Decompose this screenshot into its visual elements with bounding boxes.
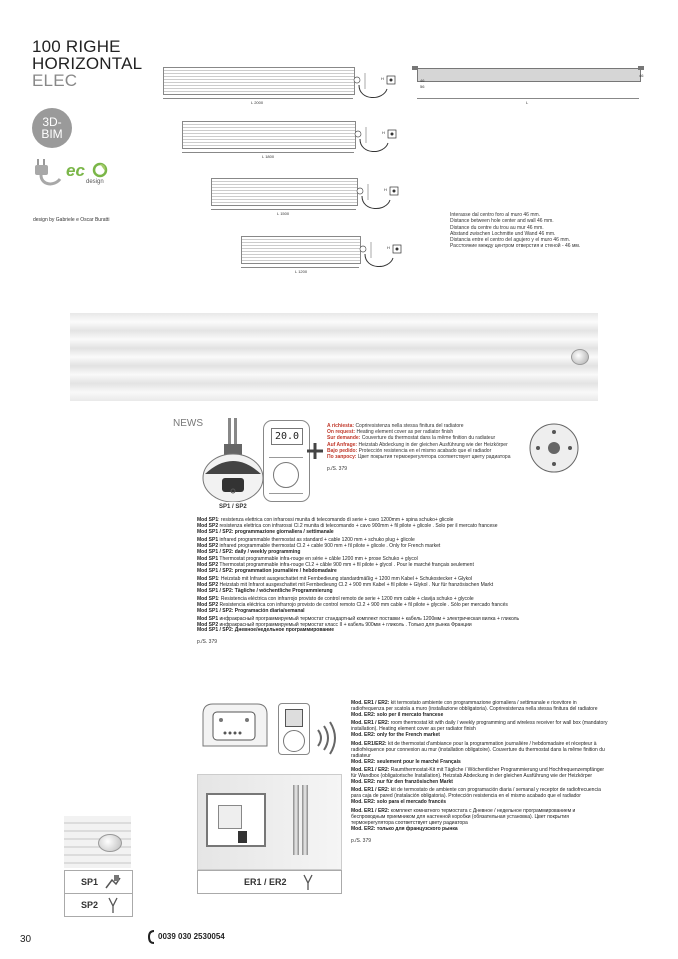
h-label: H xyxy=(384,187,387,192)
radiator-photo xyxy=(70,313,598,401)
designer-credit: design by Gabriele e Oscar Buratti xyxy=(33,217,110,223)
radiator-drawing-1800 xyxy=(182,121,407,171)
h-label: H xyxy=(382,130,385,135)
request-row: По запросу: Цвет покрытия термоерегулятора соответствует цвету радиатора xyxy=(327,454,511,461)
sp-photo-panel xyxy=(64,816,131,868)
cover-plate-icon xyxy=(527,421,581,475)
length-label: L 2000 xyxy=(251,100,264,105)
hand-remote-icon xyxy=(104,874,122,890)
page-number: 30 xyxy=(20,934,32,945)
request-row: Sur demande: Couverture du thermostat dans la même finition du radiateur xyxy=(327,435,496,442)
remote-control xyxy=(263,420,310,502)
wall-box-receiver-illustration xyxy=(199,700,271,750)
title-line-1: 100 RIGHE xyxy=(32,37,121,56)
phone-contact xyxy=(148,930,230,944)
er-group-it: Mod. ER1 / ER2: kit termostato ambiente con programmazione giornaliera / settimanale e ricevitore in radiofrequenza per scatola a muro (installazione obbligatoria). Copriresistenza nella stessa finitura del radiatore Mod. ER2: solo per il mercato francese xyxy=(351,700,598,719)
phone-icon xyxy=(148,930,156,944)
distance-line: Distance between hole center and wall 46 mm. xyxy=(450,218,554,225)
plug-cable-icon xyxy=(106,896,120,914)
distance-line: Distancia entre el centro del agujero y el muro 46 mm. xyxy=(450,237,571,244)
h-label: H xyxy=(387,245,390,250)
sp-caption: SP1 / SP2 xyxy=(219,504,247,510)
radiator-body xyxy=(163,67,355,95)
radiator-body xyxy=(241,236,361,264)
wireless-signal-icon xyxy=(314,720,338,756)
side-length: L xyxy=(526,100,529,105)
leaf-icon xyxy=(92,162,108,178)
sp-group-fr: Mod SP1 Thermostat programmable infra-rouge en série + câble 1200 mm + prose Schuko + glycol Mod SP2 Thermostat programmable infra-rouge Cl.2 + câble 900 mm + fil pilote + glycol . Pour le marché français seulement Mod SP1 / SP2: programmation journalière / hebdomadaire xyxy=(197,556,474,575)
title-line-3: ELEC xyxy=(32,71,78,90)
radiator-body xyxy=(182,121,356,149)
er-label: ER1 / ER2 xyxy=(244,877,287,887)
element-knob xyxy=(571,349,589,365)
er-model-list xyxy=(351,700,611,844)
sp-group-it: Mod SP1: resistenza elettrica con infrarossi munita di telecomando di serie + cavo 1200mm + spina schuko+ glicole Mod SP2 resistenza elettrica con infrarossi Cl.2 munita di telecomando + cavo 900mm + fil pilote + glicole . Solo per il mercato francese Mod SP1 / SP2: programmazione giornaliera / settimanale xyxy=(197,517,498,535)
sp-group-es: Mod SP1: Resistencia eléctrica con infrarrojo provisto de control remoto de serie + 1200 mm cable + clavija schuko + glycole Mod SP2 Resistencia eléctrica con infrarrojo provisto de control remoto Cl.2 + 900 mm cable + fil pilote + glycole . Sólo per mercado francés Mod SP1 / SP2: Programación diaria/semanal xyxy=(197,595,508,614)
3d-bim-badge[interactable] xyxy=(32,108,72,148)
distance-line: Расстояние между центром отверстия и стеной - 46 мм. xyxy=(450,243,581,250)
remote-display xyxy=(271,428,303,445)
er-radiator-photo xyxy=(197,774,342,870)
badge-line-2: BIM xyxy=(41,127,63,141)
request-row: A richiesta: Copriresistenza nella stessa finitura del radiatore xyxy=(327,423,464,429)
page-reference: p./S. 379 xyxy=(197,639,218,646)
radiator-body xyxy=(211,178,358,206)
element-cable-icon xyxy=(353,67,403,107)
sp2-label: SP2 xyxy=(81,900,99,910)
plus-icon xyxy=(307,443,323,459)
er-group-ru: Mod. ER1 / ER2: комплект комнатного термостата с Дневное / недельное программированием и беспроводным приемником для настенной коробки (обязательная установка). Цвет покрытия термоерегулятора соответствует цвету радиатора Mod. ER2: только для французского рынка xyxy=(351,807,576,832)
plug-cable-icon xyxy=(301,873,315,891)
element-cable-icon xyxy=(356,178,406,218)
er-group-es: Mod. ER1 / ER2: kit de termostato de ambiente con programación diaria / semanal y receptor de radiofrecuencia para caja de pared (instalación obligatoria). Protección resistencia en el mismo acabado que el radiador Mod. ER2: solo para el mercado francés xyxy=(351,787,601,806)
sp-group-en: Mod SP1 infrared programmable thermostat as standard + cable 1200 mm + schuko plug + glicole Mod SP2 infrared programmable thermostat Cl.2 + cable 900 mm + fil pilote + glicole . Only for French market Mod SP1 / SP2: daily / weekly programming xyxy=(197,536,441,555)
news-label: NEWS xyxy=(173,418,203,429)
sp-model-list xyxy=(197,518,597,646)
dim-b: 56 xyxy=(420,84,425,89)
eco-sub: design xyxy=(86,179,104,185)
plug-icon xyxy=(34,155,64,191)
eco-text: ec xyxy=(66,161,85,180)
title-line-2: HORIZONTAL xyxy=(32,54,143,73)
er-group-fr: Mod. ER1/ER2: kit de thermostat d'ambiance pour la programmation journalière / hebdomadaire et récepteur à radiofréquence pour connexion au mur (installation obligatoire). Couverture du thermostat dans la même finition du radiateur Mod. ER2: seulement pour le marché Français xyxy=(351,740,605,765)
length-label: L 1800 xyxy=(262,154,275,159)
display-value: 20.0 xyxy=(274,431,300,442)
h-label: H xyxy=(381,76,384,81)
distance-note xyxy=(450,212,580,250)
phone-number[interactable]: 0039 030 2530054 xyxy=(158,932,225,941)
length-label: L 1500 xyxy=(277,211,290,216)
element-cable-icon xyxy=(354,121,404,161)
product-title xyxy=(32,38,142,89)
er-group-de: Mod. ER1 / ER2: Raumthermostat-Kit mit Tägliche / Wöchentlicher Programmierung und Hochfrequenzempfänger für Wandbox (obligatorische Installation). Heizstab Abdeckung in der gleichen Ausführung wie der Heizkörper Mod. ER2: nur für den französischen Markt xyxy=(351,766,605,786)
er-group-en: Mod. ER1 / ER2: room thermostat kit with daily / weekly programming and wireless receiver for wall box (mandatory installation). Heating element cover as per radiator finish Mod. ER2: only for the French market xyxy=(351,720,608,739)
radiator-drawing-2000 xyxy=(163,67,403,117)
sp2-label-box xyxy=(64,893,133,917)
room-thermostat xyxy=(278,703,310,755)
sp1-label-box xyxy=(64,870,133,894)
side-view-drawing xyxy=(412,64,652,114)
request-row: Bajo pedido: Protección resistencia en el mismo acabado que el radiador xyxy=(327,447,492,454)
distance-line: Distance du centre du trou au mur 46 mm. xyxy=(450,224,544,231)
remote-buttons xyxy=(269,451,303,504)
dim-a: 46 xyxy=(420,78,425,83)
radiator-drawing-1200 xyxy=(241,236,416,286)
sp1-label: SP1 xyxy=(81,877,99,887)
badge-line-1: 3D- xyxy=(42,115,62,129)
request-row: Auf Anfrage: Heizstab Abdeckung in der gleichen Ausführung wie der Heizkörper xyxy=(327,441,508,448)
sp-group-de: Mod SP1: Heizstab mit Infrarot ausgeschattet mit Fernbedieung standardmäßig + 1200 mm Kabel + Schukostecker + Glykol Mod SP2 Heizstab mit Infrarot ausgeschattet mit Fernbedieung Cl.2 + 900 mm Kabel + fil pilote + Glykol . Nur für französischen Markt Mod SP1 / SP2: Tägliche / wöchentliche Programmierung xyxy=(197,576,494,594)
dim-c: 46 xyxy=(639,73,644,78)
page-reference: p./S. 379 xyxy=(327,466,348,473)
element-cable-icon xyxy=(359,236,409,276)
sp-group-ru: Mod SP1 инфракрасный программируемый термостат стандартный комплект поставки + кабель 1200мм + электрическая вилка + гликоль Mod SP2 инфракрасный программируемый термостат класс II + кабель 900мм + гликоль . Только для рынка Франции Mod SP1 / SP2: Дневное/недельное программирование xyxy=(197,615,520,634)
er-label-box xyxy=(197,870,342,894)
radiator-drawing-1500 xyxy=(211,178,411,228)
request-row: On request: Heating element cover as per radiator finish xyxy=(327,429,454,436)
eco-design-logo xyxy=(34,155,124,193)
length-label: L 1200 xyxy=(295,269,308,274)
distance-line: Interasse dal centro foro al muro 46 mm. xyxy=(450,212,541,218)
page-reference: p./S. 379 xyxy=(351,837,372,844)
on-request-notes xyxy=(327,423,511,472)
distance-line: Abstand zwischen Lochmitte und Wand 46 mm. xyxy=(450,230,556,237)
